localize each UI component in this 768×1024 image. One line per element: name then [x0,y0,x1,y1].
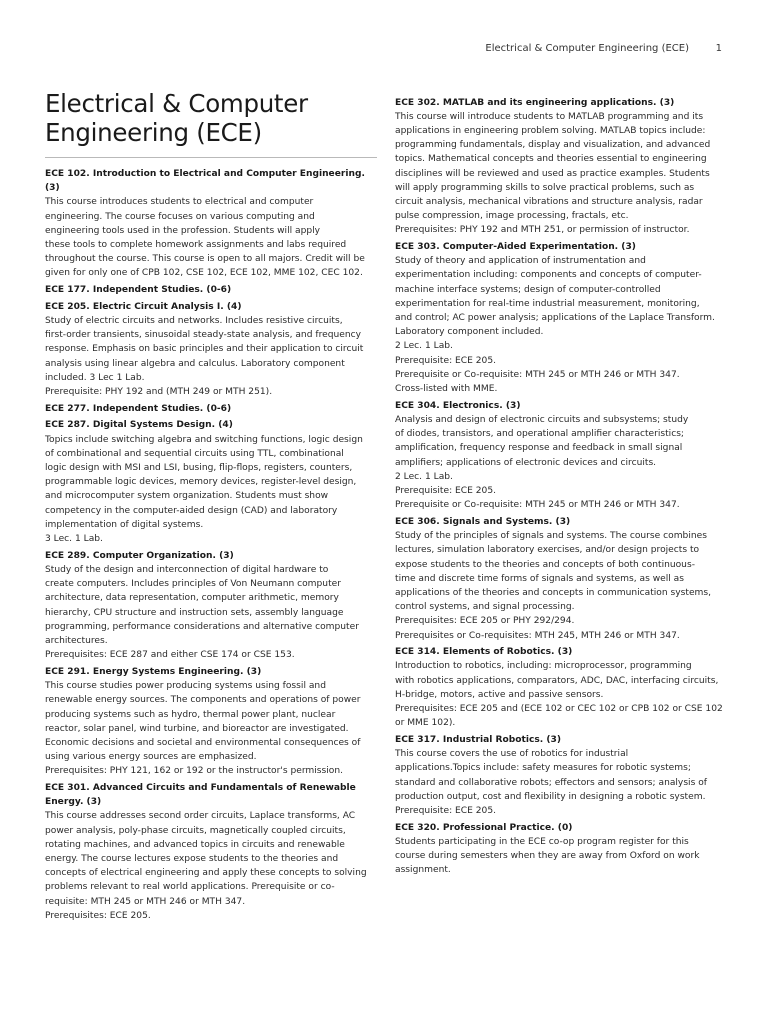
course-description: Study of theory and application of instrumentation and experimentation including: components and concepts of computer- machine interface systems; design of computer-controlled experimentation for real-time industrial measurement, monitoring, and control; AC power analysis; applications of the Laplace Transform. Laboratory component included. 2 Lec. 1 Lab. Prerequisite: ECE 205. Prerequisite or Co-requisite: MTH 245 or MTH 246 or MTH 347. Cross-listed with MME. [395,256,715,395]
course-description: This course addresses second order circuits, Laplace transforms, AC power analysis, poly-phase circuits, magnetically coupled circuits, rotating machines, and advanced topics in circuits and renewable energy. The course lectures expose students to the theories and concepts of electrical engineering and apply these concepts to solving problems relevant to real world applications. Prerequisite or co- requisite: MTH 245 or MTH 246 or MTH 347. Prerequisites: ECE 205. [45,811,367,921]
course-title: ECE 102. Introduction to Electrical and Computer Engineering. (3) [45,169,365,194]
course-entry [395,399,727,513]
course-description: Study of the design and interconnection of digital hardware to create computers. Includes principles of Von Neumann computer architecture, data representation, computer arithmetic, memory hierarchy, CPU structure and instruction sets, assembly language programming, performance considerations and alternative computer architectures. Prerequisites: ECE 287 and either CSE 174 or CSE 153. [45,564,359,661]
course-title: ECE 301. Advanced Circuits and Fundamentals of Renewable Energy. (3) [45,783,356,808]
course-description: Topics include switching algebra and switching functions, logic design of combinational and sequential circuits using TTL, combinational logic design with MSI and LSI, busing, flip-flops, registers, counters, programmable logic devices, memory devices, register-level design, and microcomputer system organization. Students must show competency in the computer-aided design (CAD) and laboratory implementation of digital systems. 3 Lec. 1 Lab. [45,434,363,545]
course-title: ECE 291. Energy Systems Engineering. (3) [45,666,262,677]
course-description: Students participating in the ECE co-op program register for this course during semesters when they are away from Oxford on work assignment. [395,836,700,876]
course-description: Study of electric circuits and networks. Includes resistive circuits, first-order transients, sinusoidal steady-state analysis, and frequency response. Emphasis on basic principles and their application to circuit analysis using linear algebra and calculus. Laboratory component included. 3 Lec 1 Lab. Prerequisite: PHY 192 and (MTH 249 or MTH 251). [45,316,364,398]
running-header [0,43,768,57]
course-description: This course will introduce students to MATLAB programming and its applications in engineering problem solving. MATLAB topics include: programming fundamentals, display and visualization, and advanced topics. Mathematical concepts and theories essential to engineering disciplines will be reviewed and used as practice examples. Students will apply programming skills to solve practical problems, such as circuit analysis, mechanical vibrations and structure analysis, radar pulse compression, image processing, fractals, etc. Prerequisites: PHY 192 and MTH 251, or permission of instructor. [395,111,711,236]
right-column [395,93,727,877]
course-entry [45,781,377,923]
course-description: Study of the principles of signals and systems. The course combines lectures, simulation laboratory exercises, and/or design projects to expose students to the theories and concepts of both continuous- time and discrete time forms of signals and systems, as well as applications of the theories and concepts in communication systems, control systems, and signal processing. Prerequisites: ECE 205 or PHY 292/294. Prerequisites or Co-requisites: MTH 245, MTH 246 or MTH 347. [395,531,712,641]
left-course-list [45,167,377,923]
course-title: ECE 320. Professional Practice. (0) [395,822,573,833]
course-entry [395,96,727,238]
course-title: ECE 287. Digital Systems Design. (4) [45,420,233,431]
course-title: ECE 304. Electronics. (3) [395,400,521,411]
course-entry [45,402,377,416]
course-title: ECE 317. Industrial Robotics. (3) [395,734,562,745]
course-title: ECE 177. Independent Studies. (0-6) [45,285,232,296]
course-entry [45,283,377,297]
course-title: ECE 289. Computer Organization. (3) [45,550,234,561]
course-description: This course introduces students to electrical and computer engineering. The course focuses on various computing and engineering tools used in the profession. Students will apply these tools to complete homework assignments and labs required throughout the course. This course is open to all majors. Credit will be given for only one of CPB 102, CSE 102, ECE 102, MME 102, CEC 102. [45,197,365,279]
course-title: ECE 302. MATLAB and its engineering applications. (3) [395,97,675,108]
page-number: 1 [715,43,722,54]
course-description: This course studies power producing systems using fossil and renewable energy sources. The components and operations of power producing systems such as hydro, thermal power plant, nuclear reactor, solar panel, wind turbine, and bioreactor are investigated. Economic decisions and societal and environmental consequences of using various energy sources are emphasized. Prerequisites: PHY 121, 162 or 192 or the instructor's permission. [45,681,361,777]
course-entry [45,167,377,281]
course-entry [395,240,727,396]
course-title: ECE 277. Independent Studies. (0-6) [45,403,232,414]
course-title: ECE 205. Electric Circuit Analysis I. (4) [45,301,242,312]
course-description: Analysis and design of electronic circuits and subsystems; study of diodes, transistors, and operational amplifier characteristics; amplification, frequency response and feedback in small signal amplifiers; applications of electronic devices and circuits. 2 Lec. 1 Lab. Prerequisite: ECE 205. Prerequisite or Co-requisite: MTH 245 or MTH 246 or MTH 347. [395,414,689,511]
course-entry [395,515,727,643]
course-title: ECE 314. Elements of Robotics. (3) [395,647,573,658]
course-entry [395,733,727,818]
page-title: Electrical & Computer Engineering (ECE) [45,89,377,158]
course-title: ECE 306. Signals and Systems. (3) [395,516,571,527]
course-description: Introduction to robotics, including: microprocessor, programming with robotics applications, comparators, ADC, DAC, interfacing circuits, H-bridge, motors, active and passive sensors. Prerequisites: ECE 205 and (ECE 102 or CEC 102 or CPB 102 or CSE 102 or MME 102). [395,661,723,729]
course-entry [395,645,727,730]
course-description: This course covers the use of robotics for industrial applications.Topics include: safety measures for robotic systems; standard and collaborative robots; effectors and sensors; analysis of production output, cost and flexibility in designing a robotic system. Prerequisite: ECE 205. [395,749,707,816]
left-column [45,89,377,923]
course-entry [45,418,377,546]
course-entry [45,300,377,399]
running-header-title: Electrical & Computer Engineering (ECE) [485,43,689,54]
course-entry [395,821,727,878]
course-entry [45,549,377,663]
course-title: ECE 303. Computer-Aided Experimentation. (3) [395,242,636,253]
course-entry [45,665,377,779]
